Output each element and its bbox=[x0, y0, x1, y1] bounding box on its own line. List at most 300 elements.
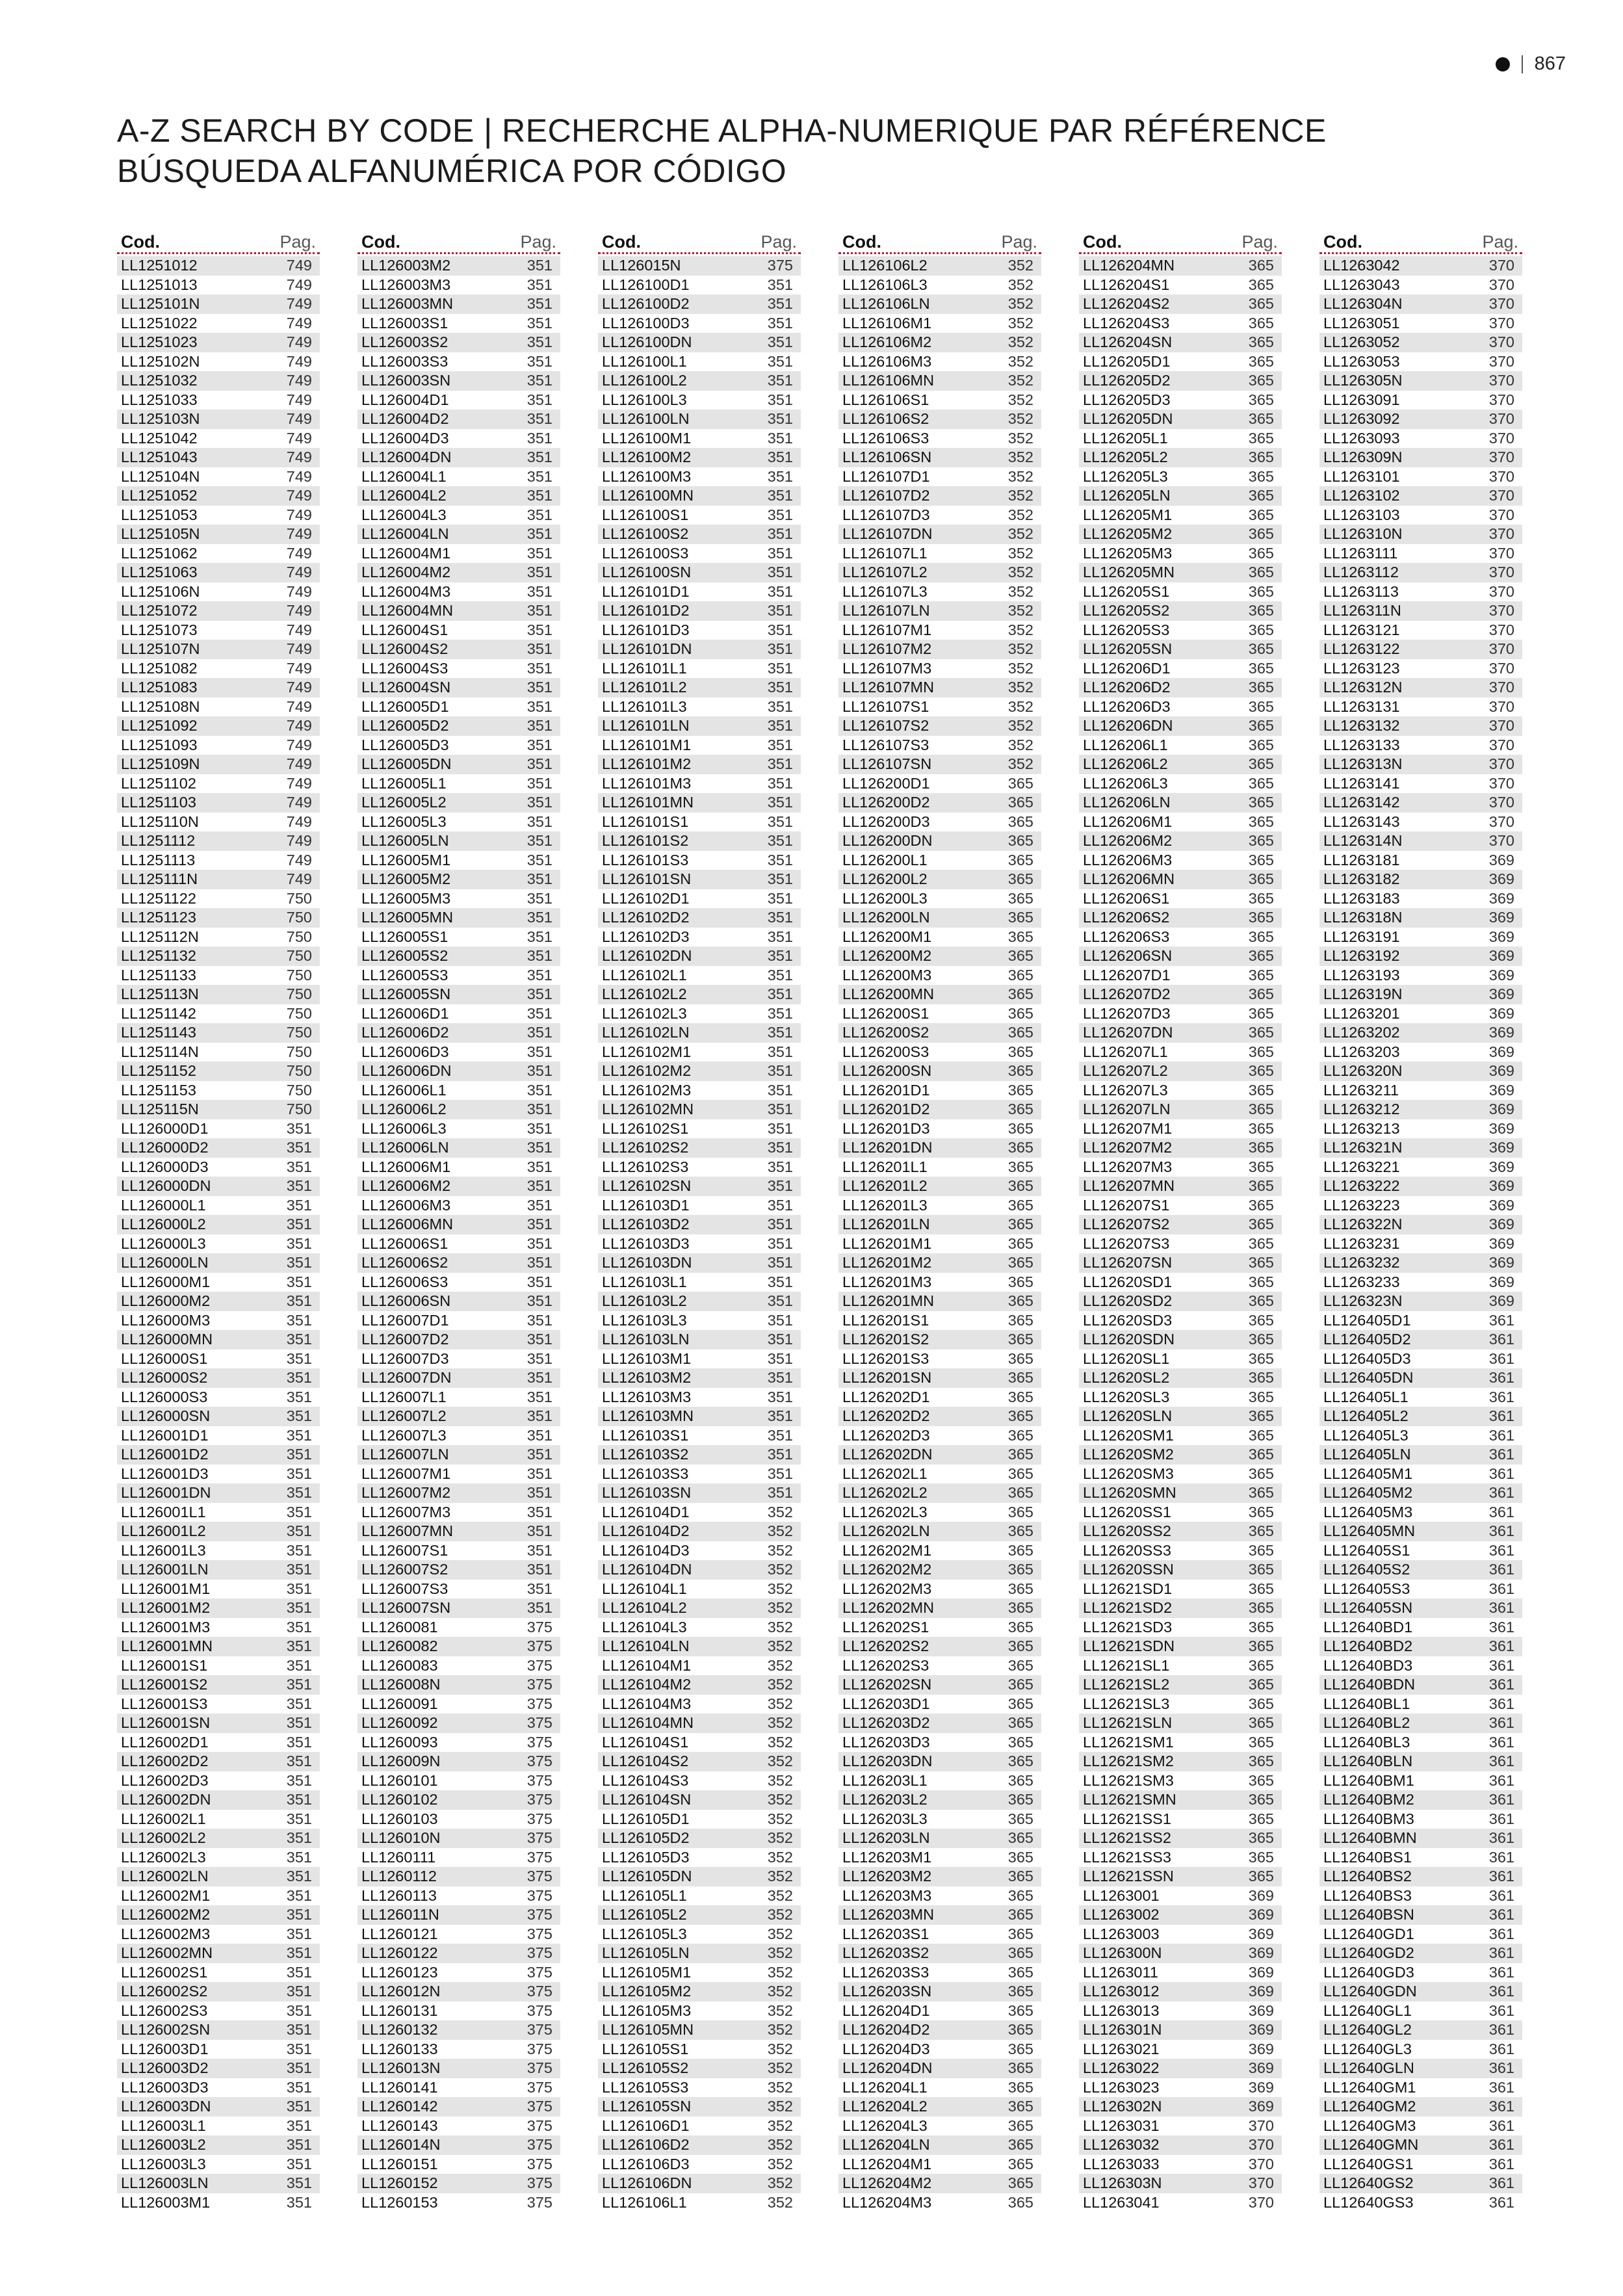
table-row bbox=[1079, 659, 1282, 679]
page-reference: 365 bbox=[1248, 1350, 1274, 1367]
product-code: LL126012N bbox=[361, 1983, 441, 2000]
table-row bbox=[1079, 1656, 1282, 1676]
page-reference: 365 bbox=[1248, 352, 1274, 370]
page-reference: 375 bbox=[526, 1829, 552, 1846]
table-row bbox=[598, 1062, 801, 1081]
table-row bbox=[117, 1426, 320, 1446]
table-row bbox=[117, 1695, 320, 1714]
product-code: LL1260143 bbox=[361, 2117, 438, 2134]
product-code: LL126103S3 bbox=[602, 1465, 689, 1482]
product-code: LL126206L3 bbox=[1083, 774, 1168, 792]
table-row bbox=[357, 1580, 560, 1599]
product-code: LL126203M2 bbox=[842, 1868, 932, 1885]
page-reference: 351 bbox=[767, 1216, 793, 1233]
page-reference: 361 bbox=[1488, 1311, 1514, 1329]
table-row bbox=[598, 1177, 801, 1196]
product-code: LL126007SN bbox=[361, 1599, 451, 1616]
page-reference: 365 bbox=[1007, 1407, 1033, 1424]
page-reference: 351 bbox=[767, 813, 793, 830]
code-header: Cod. bbox=[121, 232, 160, 252]
product-code: LL126006S1 bbox=[361, 1234, 448, 1252]
product-code: LL12640GLN bbox=[1323, 2059, 1414, 2076]
product-code: LL126105L2 bbox=[602, 1906, 687, 1923]
table-row bbox=[117, 1407, 320, 1426]
page-reference: 749 bbox=[286, 276, 312, 293]
table-row bbox=[357, 2078, 560, 2098]
page-reference: 351 bbox=[767, 947, 793, 964]
product-code: LL126101M3 bbox=[602, 774, 692, 792]
page-reference: 361 bbox=[1488, 2040, 1514, 2057]
table-row bbox=[1079, 813, 1282, 832]
product-code: LL1263123 bbox=[1323, 659, 1400, 677]
table-row bbox=[1079, 2020, 1282, 2040]
product-code: LL126004S2 bbox=[361, 640, 448, 657]
page-reference: 352 bbox=[1007, 352, 1033, 370]
page-reference: 369 bbox=[1488, 966, 1514, 984]
table-row bbox=[357, 1119, 560, 1139]
table-row bbox=[838, 1100, 1041, 1119]
table-row bbox=[598, 563, 801, 582]
product-code: LL126202S3 bbox=[842, 1656, 929, 1674]
table-row bbox=[598, 851, 801, 870]
product-code: LL126207M3 bbox=[1083, 1158, 1173, 1175]
page-reference: 365 bbox=[1007, 1886, 1033, 1904]
table-row bbox=[838, 1598, 1041, 1618]
product-code: LL126405S2 bbox=[1323, 1561, 1410, 1578]
table-row bbox=[1079, 294, 1282, 314]
product-code: LL12621SS2 bbox=[1083, 1829, 1171, 1846]
product-code: LL126102MN bbox=[602, 1101, 694, 1117]
table-row bbox=[598, 755, 801, 774]
table-row bbox=[357, 1062, 560, 1081]
table-row bbox=[1319, 1426, 1522, 1446]
page-reference: 352 bbox=[767, 2078, 793, 2096]
table-row bbox=[1319, 716, 1522, 736]
product-code: LL1251112 bbox=[121, 832, 196, 849]
product-code: LL1263232 bbox=[1323, 1254, 1400, 1271]
product-code: LL125114N bbox=[121, 1043, 199, 1060]
table-row bbox=[357, 928, 560, 947]
table-row bbox=[1079, 1350, 1282, 1369]
table-row bbox=[1319, 1944, 1522, 1963]
page-reference: 365 bbox=[1248, 1714, 1274, 1731]
table-row bbox=[117, 1637, 320, 1656]
page-reference: 370 bbox=[1488, 257, 1514, 274]
product-code: LL126104DN bbox=[602, 1561, 692, 1578]
table-row bbox=[117, 1234, 320, 1254]
page-reference: 361 bbox=[1488, 1388, 1514, 1405]
page-reference: 365 bbox=[1248, 564, 1274, 581]
table-row bbox=[598, 352, 801, 372]
product-code: LL12640GD1 bbox=[1323, 1925, 1414, 1942]
product-code: LL126006S3 bbox=[361, 1273, 448, 1290]
table-row bbox=[117, 621, 320, 640]
page-reference: 352 bbox=[767, 1791, 793, 1808]
product-code: LL126201D3 bbox=[842, 1119, 930, 1137]
page-reference: 370 bbox=[1248, 2174, 1274, 2191]
product-code: LL126206M3 bbox=[1083, 851, 1173, 868]
product-code: LL12640BDN bbox=[1323, 1676, 1416, 1693]
page-reference: 351 bbox=[767, 1465, 793, 1482]
product-code: LL125104N bbox=[121, 467, 200, 485]
table-row bbox=[598, 1311, 801, 1331]
product-code: LL126004S1 bbox=[361, 621, 448, 638]
table-row bbox=[1319, 276, 1522, 295]
index-rows bbox=[357, 256, 560, 2212]
table-row bbox=[1079, 1119, 1282, 1139]
page-reference: 370 bbox=[1488, 659, 1514, 677]
table-row bbox=[598, 525, 801, 544]
product-code: LL126004LN bbox=[361, 525, 449, 542]
page-reference: 369 bbox=[1488, 870, 1514, 887]
product-code: LL126007LN bbox=[361, 1446, 449, 1463]
table-row bbox=[838, 410, 1041, 429]
page-reference: 749 bbox=[286, 506, 312, 523]
page-reference: 365 bbox=[1248, 640, 1274, 657]
table-row bbox=[838, 1253, 1041, 1273]
product-code: LL126100M3 bbox=[602, 467, 692, 485]
product-code: LL126005D2 bbox=[361, 717, 449, 734]
product-code: LL126101MN bbox=[602, 794, 694, 811]
table-row bbox=[117, 1503, 320, 1522]
product-code: LL12640BM2 bbox=[1323, 1791, 1414, 1808]
page-reference: 750 bbox=[286, 1043, 312, 1060]
table-row bbox=[838, 1905, 1041, 1925]
page-reference: 351 bbox=[526, 602, 552, 619]
product-code: LL126002D1 bbox=[121, 1733, 209, 1751]
product-code: LL126004D2 bbox=[361, 410, 449, 427]
product-code: LL1263202 bbox=[1323, 1024, 1400, 1041]
table-row bbox=[1079, 1733, 1282, 1753]
page-reference: 351 bbox=[526, 659, 552, 677]
page-reference: 375 bbox=[526, 2059, 552, 2076]
table-row bbox=[357, 1905, 560, 1925]
page-reference: 365 bbox=[1007, 1676, 1033, 1693]
page-reference: 365 bbox=[1248, 276, 1274, 293]
product-code: LL126007MN bbox=[361, 1522, 454, 1539]
product-code: LL126103M3 bbox=[602, 1388, 692, 1405]
product-code: LL126204S1 bbox=[1083, 276, 1170, 293]
product-code: LL125108N bbox=[121, 698, 200, 715]
table-row bbox=[1319, 966, 1522, 985]
page-reference: 365 bbox=[1007, 832, 1033, 849]
product-code: LL126003S3 bbox=[361, 352, 448, 370]
product-code: LL1260083 bbox=[361, 1656, 438, 1674]
table-row bbox=[117, 1675, 320, 1695]
product-code: LL1263032 bbox=[1083, 2136, 1160, 2153]
table-row bbox=[357, 1675, 560, 1695]
product-code: LL126006D2 bbox=[361, 1024, 449, 1041]
product-code: LL1263213 bbox=[1323, 1119, 1400, 1137]
page-reference: 351 bbox=[767, 314, 793, 332]
table-row bbox=[117, 2002, 320, 2021]
table-row bbox=[598, 2155, 801, 2174]
product-code: LL126200DN bbox=[842, 832, 933, 849]
page-reference: 352 bbox=[767, 2117, 793, 2134]
table-row bbox=[838, 1637, 1041, 1656]
code-index-columns bbox=[117, 229, 1522, 2212]
page-reference: 369 bbox=[1488, 1196, 1514, 1214]
table-row bbox=[357, 1522, 560, 1541]
page-reference: 351 bbox=[767, 1119, 793, 1137]
page-reference: 351 bbox=[767, 506, 793, 523]
product-code: LL1263002 bbox=[1083, 1906, 1160, 1923]
product-code: LL126204D3 bbox=[842, 2040, 930, 2057]
page-reference: 351 bbox=[767, 544, 793, 562]
table-row bbox=[1079, 2117, 1282, 2136]
table-row bbox=[357, 276, 560, 295]
page-reference: 361 bbox=[1488, 1983, 1514, 2000]
table-row bbox=[1319, 1100, 1522, 1119]
table-row bbox=[1319, 2020, 1522, 2040]
table-row bbox=[357, 678, 560, 698]
product-code: LL126000L2 bbox=[121, 1216, 206, 1233]
product-code: LL1260123 bbox=[361, 1963, 438, 1981]
product-code: LL126105D1 bbox=[602, 1810, 690, 1827]
page-reference: 361 bbox=[1488, 2078, 1514, 2096]
page-reference: 351 bbox=[767, 352, 793, 370]
page-reference: 370 bbox=[1488, 640, 1514, 657]
product-code: LL125113N bbox=[121, 985, 199, 1002]
page-reference: 365 bbox=[1248, 966, 1274, 984]
table-row bbox=[117, 774, 320, 794]
product-code: LL126200M2 bbox=[842, 947, 932, 964]
page-reference: 361 bbox=[1488, 1541, 1514, 1559]
product-code: LL12620SM3 bbox=[1083, 1465, 1174, 1482]
table-row bbox=[357, 1311, 560, 1331]
title-line: BÚSQUEDA ALFANUMÉRICA POR CÓDIGO bbox=[117, 153, 787, 189]
page-reference: 351 bbox=[767, 985, 793, 1002]
page-reference: 749 bbox=[286, 640, 312, 657]
product-code: LL126000D2 bbox=[121, 1139, 209, 1156]
table-row bbox=[1079, 256, 1282, 276]
page-reference: 351 bbox=[526, 909, 552, 926]
table-row bbox=[117, 870, 320, 889]
table-row bbox=[357, 2117, 560, 2136]
table-row bbox=[838, 314, 1041, 333]
product-code: LL126203L1 bbox=[842, 1771, 928, 1789]
table-row bbox=[1319, 946, 1522, 966]
product-code: LL1263042 bbox=[1323, 257, 1400, 274]
product-code: LL126000L1 bbox=[121, 1196, 206, 1214]
page-reference: 365 bbox=[1007, 1446, 1033, 1463]
product-code: LL126001D1 bbox=[121, 1426, 209, 1444]
product-code: LL125112N bbox=[121, 928, 199, 945]
table-row bbox=[598, 1560, 801, 1580]
table-row bbox=[357, 1848, 560, 1868]
product-code: LL126107MN bbox=[842, 679, 935, 696]
table-row bbox=[1079, 1867, 1282, 1886]
product-code: LL126100S2 bbox=[602, 525, 689, 542]
table-row bbox=[117, 1119, 320, 1139]
page-reference: 370 bbox=[1488, 564, 1514, 581]
product-code: LL126105L3 bbox=[602, 1925, 687, 1942]
table-row bbox=[838, 1004, 1041, 1024]
product-code: LL126107L1 bbox=[842, 544, 928, 562]
page-reference: 361 bbox=[1488, 1733, 1514, 1751]
page-reference: 370 bbox=[1488, 333, 1514, 350]
page-reference: 351 bbox=[767, 1254, 793, 1271]
table-row bbox=[357, 1810, 560, 1829]
product-code: LL126206L2 bbox=[1083, 755, 1168, 772]
page-reference: 351 bbox=[526, 582, 552, 600]
page-reference: 365 bbox=[1007, 1906, 1033, 1923]
table-row bbox=[838, 1292, 1041, 1311]
page-reference: 361 bbox=[1488, 1771, 1514, 1789]
product-code: LL126003S2 bbox=[361, 333, 448, 350]
page-reference: 351 bbox=[767, 832, 793, 849]
table-row bbox=[117, 1733, 320, 1753]
product-code: LL126301N bbox=[1083, 2021, 1162, 2038]
page-reference: 351 bbox=[286, 2174, 312, 2191]
product-code: LL126200MN bbox=[842, 985, 935, 1002]
page-reference: 750 bbox=[286, 1024, 312, 1041]
table-row bbox=[117, 659, 320, 679]
page-reference: 352 bbox=[1007, 372, 1033, 389]
table-row bbox=[838, 1733, 1041, 1753]
table-row bbox=[1319, 831, 1522, 851]
product-code: LL12621SD2 bbox=[1083, 1599, 1173, 1616]
product-code: LL1251122 bbox=[121, 889, 196, 907]
table-row bbox=[117, 698, 320, 717]
product-code: LL126002D2 bbox=[121, 1753, 209, 1769]
product-code: LL126310N bbox=[1323, 525, 1403, 542]
table-row bbox=[117, 1004, 320, 1024]
product-code: LL126001L3 bbox=[121, 1541, 206, 1559]
page-reference: 351 bbox=[286, 1311, 312, 1329]
page-reference: 365 bbox=[1007, 1599, 1033, 1616]
table-row bbox=[598, 1388, 801, 1407]
product-code: LL12620SL3 bbox=[1083, 1388, 1170, 1405]
product-code: LL126100L3 bbox=[602, 391, 687, 408]
page-reference: 375 bbox=[526, 1618, 552, 1636]
page-reference: 365 bbox=[1248, 1292, 1274, 1309]
table-row bbox=[838, 1465, 1041, 1484]
table-row bbox=[117, 1292, 320, 1311]
table-row bbox=[598, 2059, 801, 2078]
table-row bbox=[1079, 506, 1282, 525]
table-row bbox=[1079, 314, 1282, 333]
table-row bbox=[838, 1234, 1041, 1254]
product-code: LL126207M1 bbox=[1083, 1119, 1173, 1137]
page-reference: 351 bbox=[526, 333, 552, 350]
product-code: LL1260091 bbox=[361, 1695, 438, 1712]
product-code: LL126005S1 bbox=[361, 928, 448, 945]
table-row bbox=[117, 1388, 320, 1407]
table-row bbox=[117, 1886, 320, 1906]
table-row bbox=[1319, 1848, 1522, 1868]
page-reference: 365 bbox=[1007, 1561, 1033, 1578]
product-code: LL126011N bbox=[361, 1906, 439, 1923]
product-code: LL126200S2 bbox=[842, 1024, 929, 1041]
page-reference: 351 bbox=[286, 1637, 312, 1654]
page-reference: 369 bbox=[1488, 1292, 1514, 1309]
product-code: LL126001L2 bbox=[121, 1522, 206, 1539]
page-reference: 365 bbox=[1007, 1024, 1033, 1041]
product-code: LL126205L3 bbox=[1083, 467, 1168, 485]
page-reference: 365 bbox=[1248, 1101, 1274, 1117]
page-reference: 375 bbox=[767, 257, 793, 274]
page-reference: 352 bbox=[767, 2193, 793, 2211]
index-column bbox=[838, 229, 1041, 2212]
page-reference: 369 bbox=[1488, 1177, 1514, 1194]
page-reference: 365 bbox=[1007, 2078, 1033, 2096]
table-row bbox=[598, 1963, 801, 1983]
page-reference: 361 bbox=[1488, 1350, 1514, 1367]
table-row bbox=[838, 525, 1041, 544]
page-reference: 351 bbox=[286, 1829, 312, 1846]
table-row bbox=[1319, 448, 1522, 467]
product-code: LL126106L3 bbox=[842, 276, 928, 293]
product-code: LL126405MN bbox=[1323, 1522, 1416, 1539]
table-row bbox=[117, 946, 320, 966]
product-code: LL1263132 bbox=[1323, 717, 1400, 734]
product-code: LL1263041 bbox=[1083, 2193, 1160, 2211]
table-row bbox=[117, 1752, 320, 1771]
page-reference: 351 bbox=[767, 659, 793, 677]
product-code: LL126103SN bbox=[602, 1484, 692, 1501]
product-code: LL126007D2 bbox=[361, 1331, 449, 1348]
product-code: LL1263001 bbox=[1083, 1886, 1160, 1904]
product-code: LL126003D3 bbox=[121, 2078, 209, 2096]
page-reference: 352 bbox=[767, 1599, 793, 1616]
product-code: LL126101M2 bbox=[602, 755, 692, 772]
table-row bbox=[357, 870, 560, 889]
table-row bbox=[1079, 889, 1282, 909]
product-code: LL126106M3 bbox=[842, 352, 932, 370]
page-reference: 351 bbox=[526, 794, 552, 811]
table-row bbox=[838, 467, 1041, 487]
page-reference: 351 bbox=[767, 1062, 793, 1079]
product-code: LL1263223 bbox=[1323, 1196, 1400, 1214]
table-row bbox=[1079, 1311, 1282, 1331]
page-reference: 352 bbox=[767, 1868, 793, 1885]
table-row bbox=[357, 294, 560, 314]
table-row bbox=[1319, 1253, 1522, 1273]
page-reference: 352 bbox=[1007, 698, 1033, 715]
index-rows bbox=[1319, 256, 1522, 2212]
table-row bbox=[117, 1138, 320, 1158]
page-reference: 352 bbox=[767, 1503, 793, 1520]
table-row bbox=[598, 1158, 801, 1177]
code-header: Cod. bbox=[361, 232, 400, 252]
table-row bbox=[1319, 2193, 1522, 2213]
page-reference: 369 bbox=[1488, 1062, 1514, 1079]
table-row bbox=[357, 640, 560, 659]
page-reference: 351 bbox=[767, 851, 793, 868]
table-row bbox=[117, 1253, 320, 1273]
table-row bbox=[357, 333, 560, 352]
table-row bbox=[1319, 1292, 1522, 1311]
table-row bbox=[1319, 1886, 1522, 1906]
page-reference: 370 bbox=[1488, 679, 1514, 696]
page-reference: 749 bbox=[286, 582, 312, 600]
table-row bbox=[598, 1695, 801, 1714]
table-row bbox=[117, 1867, 320, 1886]
product-code: LL126203MN bbox=[842, 1906, 935, 1923]
table-row bbox=[598, 1810, 801, 1829]
product-code: LL126100SN bbox=[602, 564, 692, 581]
page-header-label: Pag. bbox=[1482, 232, 1518, 252]
page-reference: 352 bbox=[767, 1637, 793, 1654]
page-reference: 365 bbox=[1007, 1254, 1033, 1271]
page-reference: 361 bbox=[1488, 1446, 1514, 1463]
product-code: LL126103S1 bbox=[602, 1426, 689, 1444]
product-code: LL126205D2 bbox=[1083, 372, 1171, 389]
product-code: LL125102N bbox=[121, 352, 200, 370]
page-reference: 352 bbox=[1007, 449, 1033, 465]
page-reference: 369 bbox=[1248, 1963, 1274, 1981]
